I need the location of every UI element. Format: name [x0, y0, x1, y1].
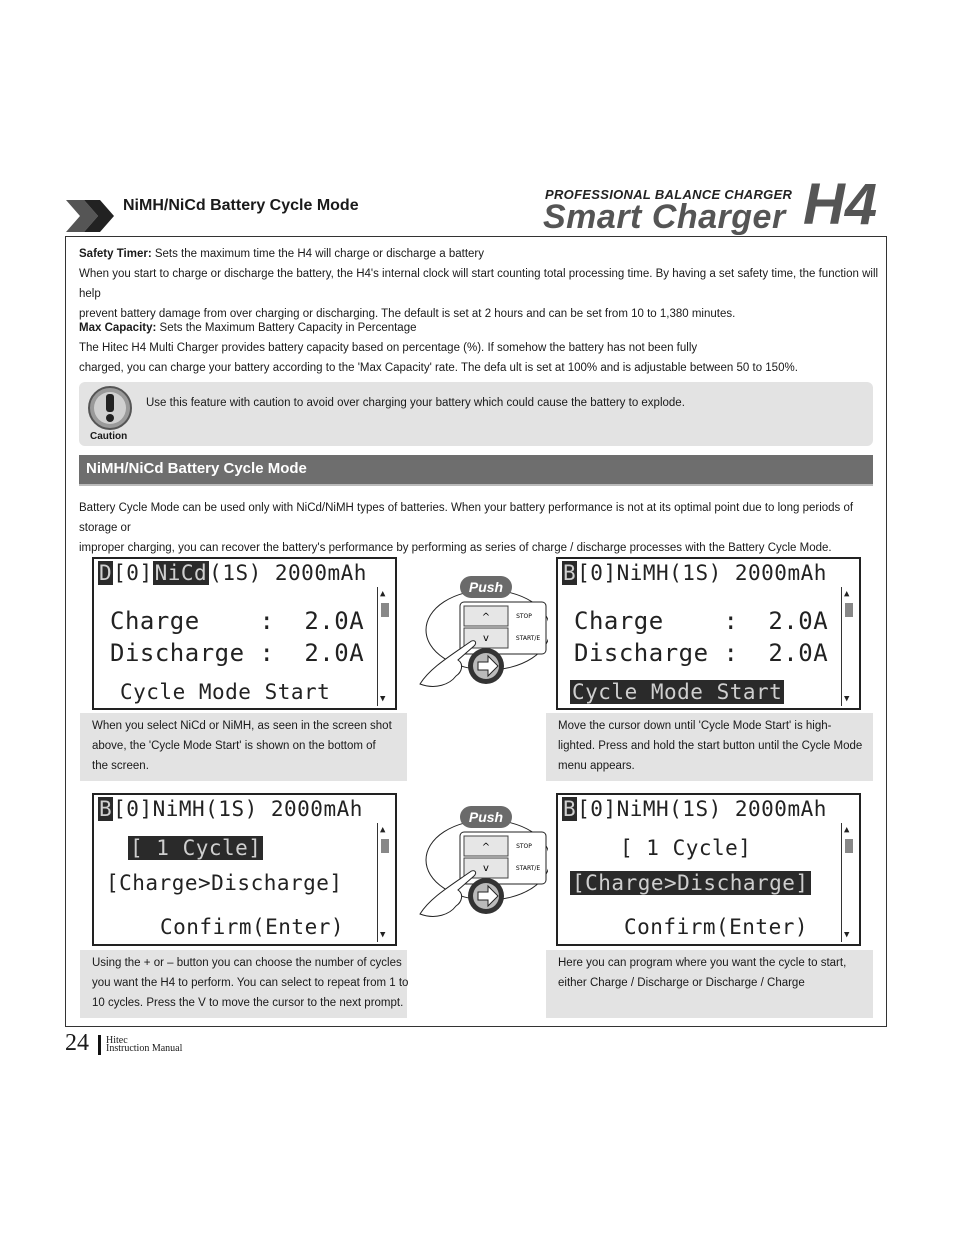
footer-brand: Hitec [106, 1035, 128, 1046]
lcd-header-suffix: (1S) 2000mAh [209, 561, 367, 585]
footer-doc-title: Instruction Manual [106, 1043, 183, 1054]
brand-subtitle: PROFESSIONAL BALANCE CHARGER [545, 187, 793, 202]
lcd-discharge-line: Discharge : 2.0A [110, 639, 365, 667]
lcd-header-prefix: [0] [113, 561, 153, 585]
max-capacity-label: Max Capacity: [79, 322, 157, 334]
lcd-mode-tag: B [99, 797, 113, 821]
caption-3 [80, 950, 407, 1018]
section-header-underline [79, 484, 873, 486]
caution-label: Caution [90, 431, 128, 442]
caution-text: Use this feature with caution to avoid over charging your battery which could cause the battery to explode. [146, 397, 685, 409]
double-chevron-icon [66, 198, 118, 234]
scroll-up-icon: ▲ [380, 825, 386, 835]
footer-divider [98, 1035, 101, 1055]
lcd-charge-line: Charge : 2.0A [110, 607, 365, 635]
safety-timer-lead: Sets the maximum time the H4 will charge or discharge a battery [151, 248, 485, 260]
scroll-down-icon: ▼ [844, 930, 850, 940]
lcd-screen-1 [92, 557, 397, 710]
push-button-illustration-1 [400, 572, 548, 694]
scroll-up-icon: ▲ [844, 825, 850, 835]
max-capacity-paragraph [79, 318, 879, 378]
up-arrow-icon: ^ [481, 842, 491, 853]
lcd-confirm: Confirm(Enter) [624, 915, 809, 939]
caption-line: you want the H4 to perform. You can select to repeat from 1 to [92, 977, 409, 989]
caption-line: lighted. Press and hold the start button until the Cycle Mode [558, 740, 863, 752]
lcd-cycle-count: [ 1 Cycle] [620, 836, 752, 860]
stop-label: STOP [516, 613, 532, 620]
lcd-screen-3 [92, 793, 397, 946]
push-label: Push [468, 809, 504, 825]
push-button-illustration-2 [400, 802, 548, 924]
safety-timer-line1: When you start to charge or discharge the battery, the H4's internal clock will start counting total processing time. By having a set safety time, the function will help [79, 268, 879, 300]
scroll-thumb [381, 839, 389, 853]
caption-line: the screen. [92, 760, 149, 772]
scroll-thumb [845, 603, 853, 617]
stop-label: STOP [516, 843, 532, 850]
lcd-scrollbar [841, 587, 857, 706]
up-arrow-icon: ^ [481, 612, 491, 623]
caption-line: above, the 'Cycle Mode Start' is shown on the bottom of [92, 740, 376, 752]
push-label: Push [468, 579, 504, 595]
scroll-down-icon: ▼ [380, 930, 386, 940]
scroll-up-icon: ▲ [380, 589, 386, 599]
max-capacity-lead: Sets the Maximum Battery Capacity in Percentage [156, 322, 417, 334]
lcd-cycle-order-highlight: [Charge>Discharge] [572, 871, 809, 895]
max-capacity-line1: The Hitec H4 Multi Charger provides battery capacity based on percentage (%). If somehow the battery has not been fully [79, 342, 698, 354]
caption-line: either Charge / Discharge or Discharge / Charge [558, 977, 805, 989]
caption-line: Here you can program where you want the cycle to start, [558, 957, 847, 969]
lcd-header: [0]NiMH(1S) 2000mAh [577, 797, 827, 821]
scroll-up-icon: ▲ [844, 589, 850, 599]
lcd-header: [0]NiMH(1S) 2000mAh [113, 797, 363, 821]
lcd-scrollbar [377, 587, 393, 706]
brand-model: H4 [803, 172, 878, 237]
section-title: NiMH/NiCd Battery Cycle Mode [86, 460, 307, 477]
scroll-down-icon: ▼ [380, 694, 386, 704]
scroll-thumb [845, 839, 853, 853]
caption-line: Move the cursor down until 'Cycle Mode Start' is high- [558, 720, 832, 732]
lcd-discharge-line: Discharge : 2.0A [574, 639, 829, 667]
caption-line: 10 cycles. Press the V to move the cursor to the next prompt. [92, 997, 404, 1009]
section-intro-line2: improper charging, you can recover the battery's performance by performing as series of charge / discharge processes with the Battery Cycle Mode. [79, 542, 832, 554]
lcd-scrollbar [377, 823, 393, 942]
lcd-cycle-mode-start-highlight: Cycle Mode Start [572, 680, 783, 704]
lcd-screen-4 [556, 793, 861, 946]
section-intro-line1: Battery Cycle Mode can be used only with NiCd/NiMH types of batteries. When your battery performance is not at its optimal point due to long periods of storage or [79, 502, 854, 534]
lcd-confirm: Confirm(Enter) [160, 915, 345, 939]
caution-box [79, 382, 873, 446]
lcd-mode-tag: B [563, 797, 577, 821]
lcd-charge-line: Charge : 2.0A [574, 607, 829, 635]
lcd-screen-2 [556, 557, 861, 710]
down-arrow-icon: v [483, 863, 489, 874]
lcd-cycle-count-highlight: [ 1 Cycle] [130, 836, 262, 860]
caption-4 [546, 950, 873, 1018]
safety-timer-line2: prevent battery damage from over charging or discharging. The default is set at 2 hours and can be set from 10 to 1,380 minutes. [79, 308, 736, 320]
lcd-cycle-order: [Charge>Discharge] [106, 871, 343, 895]
start-label: START/E [515, 635, 541, 642]
brand-name: Smart Charger [543, 198, 786, 236]
caption-1 [80, 713, 407, 781]
lcd-battery-type-highlight: NiCd [154, 561, 208, 585]
lcd-mode-tag: D [99, 561, 113, 585]
down-arrow-icon: v [483, 633, 489, 644]
safety-timer-label: Safety Timer: [79, 248, 152, 260]
max-capacity-line2: charged, you can charge your battery according to the 'Max Capacity' rate. The defa ult is set at 100% and is adjustable between 50 to 150%. [79, 362, 798, 374]
safety-timer-paragraph [79, 244, 879, 324]
scroll-thumb [381, 603, 389, 617]
caption-line: menu appears. [558, 760, 635, 772]
caption-line: Using the + or – button you can choose the number of cycles [92, 957, 402, 969]
header-section-title: NiMH/NiCd Battery Cycle Mode [123, 197, 359, 214]
scroll-down-icon: ▼ [844, 694, 850, 704]
lcd-scrollbar [841, 823, 857, 942]
caution-icon [86, 385, 134, 431]
page-number: 24 [65, 1030, 89, 1056]
caption-line: When you select NiCd or NiMH, as seen in the screen shot [92, 720, 392, 732]
section-intro [79, 498, 879, 558]
caption-2 [546, 713, 873, 781]
lcd-cycle-mode-start: Cycle Mode Start [120, 680, 331, 704]
lcd-header: [0]NiMH(1S) 2000mAh [577, 561, 827, 585]
lcd-mode-tag: B [563, 561, 577, 585]
start-label: START/E [515, 865, 541, 872]
